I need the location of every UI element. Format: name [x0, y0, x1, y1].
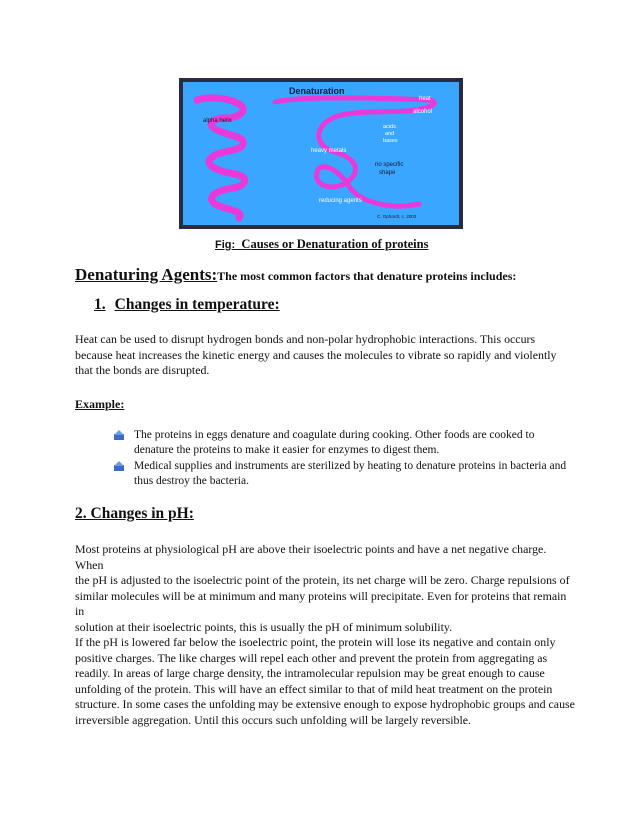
- main-heading: [75, 265, 516, 285]
- paragraph-line: structure. In some cases the unfolding may be extensive enough to expose hydrophobic groups and cause: [75, 697, 575, 711]
- label-heavy-metals: heavy metals: [311, 148, 347, 154]
- paragraph-line: similar molecules will be at minimum and many proteins will precipitate. Even for proteins that remain in: [75, 588, 567, 618]
- paragraph-line: Most proteins at physiological pH are above their isoelectric points and have a net negative charge. When: [75, 542, 547, 572]
- denaturation-diagram: [179, 78, 463, 229]
- bullet-text: The proteins in eggs denature and coagulate during cooking. Other foods are cooked to denature the proteins to make it easier for enzymes to digest them.: [134, 429, 535, 456]
- denaturation-figure: [179, 78, 463, 229]
- label-and: and: [385, 131, 395, 137]
- section2-paragraph: [75, 542, 575, 728]
- caption-label: Fig:: [215, 239, 236, 251]
- section1-heading: [94, 296, 280, 314]
- label-no-specific: no specific: [375, 162, 404, 168]
- label-alcohol: alcohol: [413, 109, 433, 115]
- label-shape: shape: [379, 170, 396, 176]
- bullet-text: Medical supplies and instruments are sterilized by heating to denature proteins in bacteria and thus destroy the bacteria.: [134, 460, 567, 487]
- section1-paragraph: Heat can be used to disrupt hydrogen bonds and non-polar hydrophobic interactions. This occurs because heat increases the kinetic energy and causes the molecules to vibrate so rapidly and violently that the bonds are disrupted.: [75, 332, 557, 377]
- section1-title: Changes in temperature:: [114, 296, 280, 313]
- example-label: Example:: [75, 397, 125, 411]
- caption-text: Causes or Denaturation of proteins: [241, 237, 429, 251]
- section1-number: 1.: [94, 296, 106, 313]
- section2-heading: 2. Changes in pH:: [75, 505, 194, 522]
- main-heading-intro: The most common factors that denature proteins includes:: [217, 269, 517, 283]
- main-heading-title: Denaturing Agents:: [75, 265, 218, 284]
- paragraph-line: the pH is adjusted to the isoelectric point of the protein, its net charge will be zero. Charge repulsions of: [75, 573, 570, 587]
- paragraph-line: positive charges. The like charges will repel each other and prevent the protein from aggregating as: [75, 650, 548, 665]
- label-alpha-helix: alpha helix: [203, 118, 232, 124]
- list-item: [114, 459, 574, 488]
- paragraph-line: readily. In areas of large charge density, the intramolecular repulsion may be great enough to cause: [75, 666, 545, 680]
- paragraph-line: solution at their isoelectric points, this is usually the pH of minimum solubility.: [75, 619, 453, 634]
- bullet-arrow-icon: [114, 461, 124, 471]
- bullet-arrow-icon: [114, 430, 124, 440]
- figure-caption: [215, 237, 428, 252]
- paragraph-line: unfolding of the protein. This will have an effect similar to that of mild heat treatment on the protein: [75, 681, 553, 696]
- label-bases: bases: [383, 138, 398, 144]
- paragraph-line: If the pH is lowered far below the isoelectric point, the protein will lose its negative and contain only: [75, 635, 556, 649]
- example-bullet-list: [114, 428, 574, 490]
- figure-title: Denaturation: [289, 86, 345, 96]
- figure-copyright: C. Ophardt, c. 2003: [377, 214, 417, 219]
- label-reducing-agents: reducing agents: [319, 198, 362, 204]
- paragraph-line: irreversible aggregation. Until this occurs such unfolding will be largely reversible.: [75, 712, 472, 727]
- label-heat: heat: [419, 96, 431, 102]
- list-item: [114, 428, 574, 457]
- label-acids: acids: [383, 124, 396, 130]
